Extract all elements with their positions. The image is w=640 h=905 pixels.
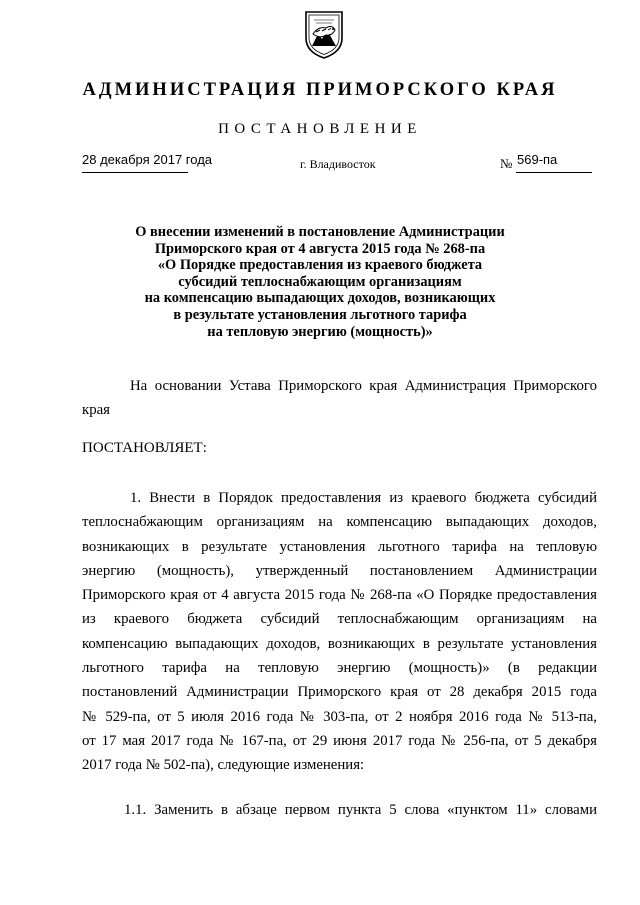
text-line: энергию (мощность), утвержденный постановлением Администрации — [82, 562, 597, 579]
number-underline — [516, 172, 592, 173]
text-line: из краевого бюджета субсидий теплоснабжающим организациям на — [82, 611, 597, 628]
basis-paragraph — [82, 374, 597, 423]
text-line: теплоснабжающим организациям на компенсацию выпадающих доходов, — [82, 514, 597, 531]
text-line: Приморского края от 4 августа 2015 года № 268-па «О Порядке предоставления — [82, 587, 597, 604]
document-number: 569-па — [517, 152, 558, 167]
text-line: компенсацию выпадающих доходов, возникающих в результате установления — [82, 635, 597, 652]
decree-word: ПОСТАНОВЛЯЕТ: — [82, 440, 207, 456]
text-line: постановлений Администрации Приморского края от 28 декабря 2015 года — [82, 684, 597, 701]
number-sign: № — [500, 156, 513, 171]
text-line: 1. Внести в Порядок предоставления из краевого бюджета субсидий — [130, 490, 597, 506]
document-title — [100, 224, 540, 340]
organization-title: АДМИНИСТРАЦИЯ ПРИМОРСКОГО КРАЯ — [82, 80, 558, 100]
text-line: от 17 мая 2017 года № 167-па, от 29 июня 2017 года № 256-па, от 5 декабря — [82, 732, 597, 749]
document-city: г. Владивосток — [300, 157, 376, 171]
title-line: на компенсацию выпадающих доходов, возникающих — [144, 290, 496, 307]
title-line: на тепловую энергию (мощность)» — [207, 323, 433, 340]
item-1-paragraph — [82, 486, 597, 778]
title-line: О внесении изменений в постановление Администрации — [135, 224, 505, 240]
title-line: «О Порядке предоставления из краевого бюджета — [157, 257, 483, 274]
document-type: ПОСТАНОВЛЕНИЕ — [218, 121, 422, 137]
text-line: На основании Устава Приморского края Администрация Приморского — [130, 378, 597, 394]
coat-of-arms-emblem — [302, 8, 346, 60]
title-line: субсидий теплоснабжающим организациям — [178, 273, 462, 290]
document-date: 28 декабря 2017 года — [82, 152, 213, 167]
item-1-1-paragraph — [82, 798, 597, 822]
text-line: 1.1. Заменить в абзаце первом пункта 5 слова «пунктом 11» словами — [124, 802, 597, 818]
date-underline — [82, 172, 188, 173]
text-line: 2017 года № 502-па), следующие изменения: — [82, 757, 365, 774]
title-line: в результате установления льготного тарифа — [173, 306, 467, 323]
text-line: края — [82, 402, 110, 419]
text-line: № 529-па, от 5 июля 2016 года № 303-па, от 2 ноября 2016 года № 513-па, — [82, 708, 597, 725]
title-line: Приморского края от 4 августа 2015 года № 268-па — [154, 240, 486, 257]
text-line: льготного тарифа на тепловую энергию (мощность)» (в редакции — [82, 660, 597, 677]
text-line: возникающих в результате установления льготного тарифа на тепловую — [82, 538, 597, 555]
